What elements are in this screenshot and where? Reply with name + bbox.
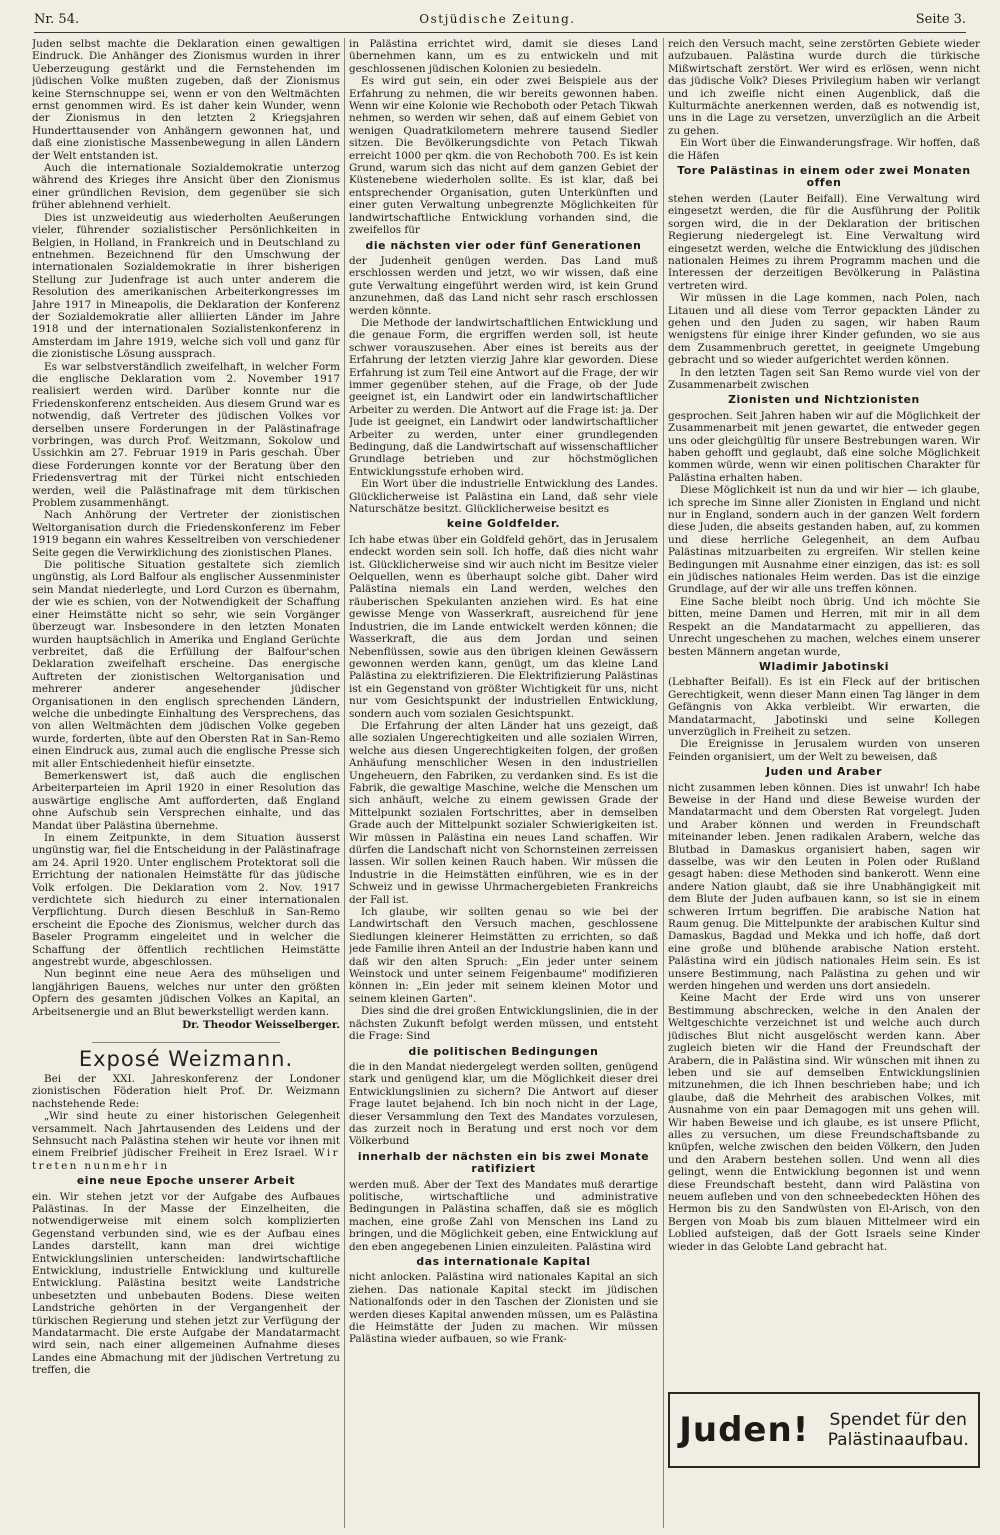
paragraph: In den letzten Tagen seit San Remo wurde viel von der Zusammenarbeit zwischen — [668, 366, 980, 391]
paragraph: reich den Versuch macht, seine zerstörten Gebiete wieder aufzubauen. Palästina wurde durch die türkische Mißwirtschaft zerstört. Wer wird es erlösen, wenn nicht das jüdische Volk? Dieses Privilegium haben wir verlangt und ich zweifle nicht einen Augenblick, daß die Kulturmächte anerkennen werden, daß es notwendig ist, uns in die Lage zu versetzen, unverzüglich an die Arbeit zu gehen. — [668, 38, 980, 137]
column-3 — [668, 38, 980, 1383]
ad-headline: Juden! — [679, 1410, 810, 1450]
paragraph: Ich habe etwas über ein Goldfeld gehört, das in Jerusalem endeckt worden sein soll. Ich hoffe, daß dies nicht wahr ist. Glücklicherweise sind wir auch nicht im Besitze vieler Oelquellen, wenn es überhaupt solche gibt. Daher wird Palästina niemals ein Land werden, welches den räuberischen Spekulanten anziehen wird. Es hat eine gewisse Menge von Wasserkraft, ausreichend für jene Industrien, die im Lande entwickelt werden können; die Wasserkraft, die aus dem Jordan und seinen Nebenflüssen, sowie aus den übrigen kleinen Gewässern gewonnen werden kann, genügt, um das kleine Land Palästina zu elektrifizieren. Die Elektrifizierung Palästinas ist ein Gegenstand von größter Wichtigkeit für uns, nicht nur vom Gesichtspunkt der industriellen Entwicklung, sondern auch vom sozialen Gesichtspunkt. — [349, 533, 658, 720]
subheading: eine neue Epoche unserer Arbeit — [76, 1174, 296, 1188]
paragraph: (Lebhafter Beifall). Es ist ein Fleck auf der britischen Gerechtigkeit, wenn dieser Mann einen Tag länger in dem Gefängnis von Akka verbleibt. Wir erwarten, die Mandatarmacht, Jabotinski und seine Kollegen unverzüglich in Freiheit zu setzen. — [668, 676, 980, 738]
quote-text: „Wir sind heute zu einer historischen Gelegenheit versammelt. Nach Jahrtausenden des Leidens und der Sehnsucht nach Palästina stehen wir heute vor ihnen mit einem Freibrief jüdischer Freiheit in Erez Israel. — [32, 1110, 340, 1160]
subheading: innerhalb der nächsten ein bis zwei Monate ratifiziert — [357, 1149, 650, 1176]
issue-number: Nr. 54. — [34, 11, 80, 27]
donation-advertisement — [668, 1392, 980, 1468]
paragraph: ein. Wir stehen jetzt vor der Aufgabe des Aufbaues Palästinas. In der Masse der Einzelheiten, die notwendigerweise mit einem solch komplizierten Gegenstand verbunden sind, wie es der Aufbau eines Landes darstellt, kann man drei wichtige Entwicklungslinien unterscheiden: landwirtschaftliche Entwicklung, industrielle Entwicklung und kulturelle Entwicklung. Palästina besitzt weite Landstriche unbesetzten und unbebauten Bodens. Diese weiten Landstriche gehörten in der Vergangenheit der türkischen Regierung und stehen jetzt zur Verfügung der Mandatarmacht. Die erste Aufgabe der Mandatarmacht wird sein, nach einer allgemeinen Aufnahme dieses Landes eine Abmachung mit der jüdischen Vertretung zu treffen, die — [32, 1190, 340, 1377]
column-rule-2 — [663, 38, 664, 1528]
paragraph: Bemerkenswert ist, daß auch die englischen Arbeiterparteien im April 1920 in einer Resolution das auswärtige englische Amt aufforderten, daß England ohne Aufschub sein Versprechen einhalte, und das Mandat über Palästina übernehme. — [32, 769, 340, 832]
paragraph: Es war selbstverständlich zweifelhaft, in welcher Form die englische Deklaration vom 2. November 1917 realisiert werden wird. Darüber konnte nur die Friedenskonferenz entscheiden. Aus diesem Grund war es notwendig, daß Vertreter des jüdischen Volkes vor derselben unsere Forderungen in der Palästinafrage vorbringen, was durch Prof. Weitzmann, Sokolow und Ussichkin am 27. Februar 1919 in Paris geschah. Über diese Forderungen konnte vor der Beratung über den Friedensvertrag mit der Türkei nicht entschieden werden, weil die Palästinafrage mit dem türkischen Problem zusammenhängt. — [32, 360, 340, 510]
subheading: keine Goldfelder. — [446, 517, 561, 531]
subheading: Tore Palästinas in einem oder zwei Monaten offen — [677, 164, 971, 190]
paragraph: Die politische Situation gestaltete sich ziemlich ungünstig, als Lord Balfour als englischer Aussenminister sein Mandat niederlegte, und Lord Curzon es übernahm, der wie es schien, von der Notwendigkeit der Schaffung einer Heimstätte nicht so sehr, wie sein Vorgänger überzeugt war. Insbesondere in den letzten Monaten wurden hauptsächlich in Amerika und England Gerüchte verbreitet, daß die Erfüllung der Balfour'schen Deklaration zweifelhaft erscheine. Das energische Auftreten der zionistischen Weltorganisation und mehrerer anderer angesehender jüdischer Organisationen in den englisch sprechenden Ländern, welche die unbedingte Einhaltung des Versprechens, das von allen Weltmächten dem jüdischen Volke gegeben wurde, forderten, übte auf den Obersten Rat in San-Remo einen Eindruck aus, zumal auch die englische Presse sich mit aller Entschiedenheit hiefür einsetzte. — [32, 559, 340, 770]
ad-line-1: Spendet für den — [829, 1410, 967, 1430]
paragraph: Die Ereignisse in Jerusalem wurden von unseren Feinden organisiert, um der Welt zu beweisen, daß — [668, 738, 980, 763]
paragraph: Ein Wort über die industrielle Entwicklung des Landes. Glücklicherweise ist Palästina ein Land, daß sehr viele Naturschätze besitzt. Glücklicherweise besitzt es — [349, 478, 658, 516]
page-number: Seite 3. — [915, 11, 966, 27]
paragraph: nicht zusammen leben können. Dies ist unwahr! Ich habe Beweise in der Hand und diese Beweise wurden der Mandatarmacht und dem Obersten Rat vorgelegt. Juden und Araber können und werden in Freundschaft miteinander leben. Jenen radikalen Arabern, welche das Blutbad in Damaskus organisiert haben, sagen wir dasselbe, was wir den Leuten in Polen oder Rußland gesagt haben: diese Methoden sind bankerott. Wenn eine andere Nation glaubt, daß sie ihre Unabhängigkeit mit dem Blute der Juden aufbauen kann, so ist sie in einem schweren Irrtum begriffen. Die arabische Nation hat Raum genug. Die Mittelpunkte der arabischen Kultur sind Damaskus, Bagdad und Mekka und ich hoffe, daß dort eine große und blühende arabische Nation ersteht. Palästina wird ein jüdisch nationales Heim sein. Es ist unsere Bestimmung, nach Palästina zu gehen und wir werden hingehen und werden uns dort ansiedeln. — [668, 781, 980, 993]
subheading: Juden und Araber — [765, 765, 882, 779]
column-2 — [349, 38, 658, 1528]
paragraph: der Judenheit genügen werden. Das Land muß erschlossen werden und jetzt, wo wir wissen, daß eine gute Verwaltung eingeführt werden wird, ist kein Grund anzunehmen, daß das Land nicht sehr rasch erschlossen werden könnte. — [349, 254, 658, 317]
paragraph: Nach Anhörung der Vertreter der zionistischen Weltorganisation durch die Friedenskonferenz im Feber 1919 begann ein wahres Kesseltreiben von verschiedener Seite gegen die Verwirklichung des zionistischen Planes. — [32, 509, 340, 559]
paragraph: Diese Möglichkeit ist nun da und wir hier — ich glaube, ich spreche im Sinne aller Zionisten in England und nicht nur in England, sondern auch in der ganzen Welt fordern diese Juden, die abseits gestanden haben, auf, zu kommen und diese herrliche Gelegenheit, an dem Aufbau Palästinas mitzuarbeiten zu ergreifen. Wir stellen keine Bedingungen mit Ausnahme einer einzigen, das ist: es soll ein jüdisches nationales Heim werden. Das ist die einzige Grundlage, auf der wir alle uns treffen können. — [668, 484, 980, 596]
subheading: Zionisten und Nichtzionisten — [728, 393, 920, 407]
paragraph: Bei der XXI. Jahreskonferenz der Londoner zionistischen Föderation hielt Prof. Dr. Weizmann nachstehende Rede: — [32, 1072, 340, 1110]
subheading: Wladimir Jabotinski — [758, 659, 890, 673]
paragraph: In einem Zeitpunkte, in dem Situation äusserst ungünstig war, fiel die Entscheidung in der Palästinafrage am 24. April 1920. Unter englischem Protektorat soll die Errichtung der nationalen Heimstätte für das jüdische Volk erfolgen. Die Deklaration vom 2. Nov. 1917 verdichtete sich hiedurch zu einer internationalen Verpflichtung. Durch diesen Beschluß in San-Remo erscheint die Epoche des Zionismus, welcher durch das Baseler Programm eingeleitet und in welcher die Schaffung der öffentlich rechtlichen Heimstätte angestrebt wurde, abgeschlossen. — [32, 832, 340, 969]
paragraph: Die Erfahrung der alten Länder hat uns gezeigt, daß alle sozialen Ungerechtigkeiten und alle sozialen Wirren, welche aus diesen Ungerechtigkeiten folgen, der großen Anhäufung menschlicher Wesen in den industriellen Ungeheuern, den Fabriken, zu verdanken sind. Es ist die Fabrik, die gewaltige Maschine, welche die Menschen um sich anhäuft, welche zu einem gewissen Grade der Mittelpunkt sozialen Fortschrittes, aber in demselben Grade auch der Mittelpunkt sozialer Schwierigkeiten ist. Wir müssen in Palästina ein neues Land schaffen. Wir dürfen die Landschaft nicht von Schornsteinen zerreissen lassen. Wir sollen keinen Rauch haben. Wir müssen die Industrie in die Heimstätten einführen, wie es in der Schweiz und in gewisse Uhrmachergebieten Frankreichs der Fall ist. — [349, 719, 658, 906]
paragraph: Es wird gut sein, ein oder zwei Beispiele aus der Erfahrung zu nehmen, die wir bereits gewonnen haben. Wenn wir eine Kolonie wie Rechoboth oder Petach Tikwah nehmen, so werden wir sehen, daß auf einem Gebiet von wenigen Quadratkilometern mehrere tausend Siedler sitzen. Die Bevölkerungsdichte von Petach Tikwah erreicht 1000 per qkm. die von Rechoboth 700. Es ist kein Grund, warum sich das nicht auf dem ganzen Gebiet der Küstenebene wiederholen sollte. Es ist klar, daß bei entsprechender Organisation, guten Unterkünften und einer guten Verwaltung unbegrenzte Möglichkeiten für landwirtschaftliche Entwicklung vorhanden sind, die zweifellos für — [349, 75, 658, 237]
paragraph: die in den Mandat niedergelegt werden sollten, genügend stark und genügend klar, um die Möglichkeit dieser drei Entwicklungslinien zu sichern? Die Antwort auf dieser Frage lautet bejahend. Ich bin noch nicht in der Lage, dieser Versammlung den Text des Mandates vorzulesen, das zurzeit noch in Beratung und erst noch vor dem Völkerbund — [349, 1060, 658, 1148]
page-header — [34, 6, 966, 33]
paragraph: Die Methode der landwirtschaftlichen Entwicklung und die genaue Form, die ergriffen werden soll, ist heute schwer vorauszusehen. Aber eines ist bereits aus der Erfahrung der letzten vierzig Jahre klar geworden. Diese Erfahrung ist zum Teil eine Antwort auf die Frage, der wir immer gegenüber stehen, auf die Frage, ob der Jude geeignet ist, ein Landwirt oder ein landwirtschaftlicher Arbeiter zu werden. Die Antwort auf die Frage ist: ja. Der Jude ist geeignet, ein Landwirt oder landwirtschaftlicher Arbeiter zu werden, unter einer grundlegenden Bedingung, daß die Landwirtschaft auf wissenschaftlicher Grundlage betrieben und zur höchstmöglichen Entwicklungsstufe erhoben wird. — [349, 316, 658, 478]
paragraph: gesprochen. Seit Jahren haben wir auf die Möglichkeit der Zusammenarbeit mit jenen gewartet, die entweder gegen uns oder gleichgültig für unsere Bestrebungen waren. Wir haben gehofft und geglaubt, daß eine solche Möglichkeit kommen würde, wenn wir einen politischen Charakter für Palästina erhalten haben. — [668, 409, 980, 484]
article-separator — [92, 1042, 280, 1043]
paragraph: Dies ist unzweideutig aus wiederholten Aeußerungen vieler, führender sozialistischer Persönlichkeiten in Belgien, in Holland, in Frankreich und in Deutschland zu entnehmen. Bezeichnend für den Umschwung der internationalen Sozialdemokratie in ihrer bisherigen Stellung zur Judenfrage ist auch unter anderem die Resolution des amerikanischen Arbeiterkongresses im Jahre 1917 in Mineapolis, die Deklaration der Konferenz der Sozialdemokratie aller alliierten Länder im Jahre 1918 und der internationalen Sozialistenkonferenz in Amsterdam im Jahre 1919, welche sich voll und ganz für die zionistische Lösung aussprach. — [32, 211, 340, 361]
spaced-text: Wir treten nunmehr in — [32, 1147, 340, 1172]
ad-line-2: Palästinaaufbau. — [827, 1430, 969, 1450]
paragraph: werden muß. Aber der Text des Mandates muß derartige politische, wirtschaftliche und administrative Bedingungen in Palästina schaffen, daß sie es möglich machen, eine große Zahl von Menschen ins Land zu bringen, und die Möglichkeit geben, eine Entwicklung auf den eben angegebenen Linien einzuleiten. Palästina wird — [349, 1178, 658, 1253]
paragraph: Ein Wort über die Einwanderungsfrage. Wir hoffen, daß die Häfen — [668, 137, 980, 162]
paragraph: Nun beginnt eine neue Aera des mühseligen und langjährigen Bauens, welches nur unter den größten Opfern des gesamten jüdischen Volkes an Kapital, an Arbeitsenergie und an Blut bewerkstelligt werden kann. — [32, 968, 340, 1018]
paragraph: Keine Macht der Erde wird uns von unserer Bestimmung abschrecken, welche in den Analen der Weltgeschichte verzeichnet ist und welche auch durch jüdisches Blut nicht ausgelöscht werden kann. Aber zugleich bieten wir die Hand der Freundschaft der Arabern, die in Palästina sind. Wir wünschen mit ihnen zu leben und sie auf demselben Entwicklungslinien mitzunehmen, die ich Ihnen beschrieben habe; und ich glaube, daß die Mehrheit des arabischen Volkes, mit Ausnahme von ein paar Demagogen mit uns gehen will. Wir haben Beweise und ich glaube, es ist unsere Pflicht, alles zu versuchen, um diese Freundschaftsbande zu knüpfen, welche zwischen den beiden Völkern, den Juden und den Arabern bestehen sollen. Und wenn all dies gelingt, wenn die Entwicklung begonnen ist und wenn diese Freundschaft besteht, dann wird Palästina von neuem aufleben und von den schneebedeckten Höhen des Hermon bis zu den Sandwüsten von El-Arisch, von den Bergen von Moab bis zum blauen Mittelmeer wird ein Loblied aufsteigen, daß der Gott Israels seine Kinder wieder in das Gelobte Land gebracht hat. — [668, 992, 980, 1253]
article-title: Exposé Weizmann. — [78, 1046, 294, 1071]
paragraph: Juden selbst machte die Deklaration einen gewaltigen Eindruck. Die Anhänger des Zionismus wurden in ihrer Ueberzeugung gestärkt und die Fernstehenden im jüdischen Volke mußten zugeben, daß der Zionismus keine Sternschnuppe sei, wenn er von den Weltmächten ernst genommen wird. Es ist daher kein Wunder, wenn der Zionismus in den letzten 2 Kriegsjahren Hunderttausender von Anhängern gewonnen hat, und daß eine zionistische Massenbewegung in allen Ländern der Welt entstanden ist. — [32, 38, 340, 162]
column-rule-1 — [344, 38, 345, 1528]
paragraph: Dies sind die drei großen Entwicklungslinien, die in der nächsten Zukunft befolgt werden müssen, und entsteht die Frage: Sind — [349, 1005, 658, 1043]
subheading: die nächsten vier oder fünf Generationen — [365, 238, 642, 252]
paragraph — [32, 1110, 340, 1172]
subheading: die politischen Bedingungen — [408, 1044, 599, 1058]
column-1 — [32, 38, 340, 1528]
subheading: das internationale Kapital — [416, 1255, 591, 1268]
newspaper-title: Ostjüdische Zeitung. — [419, 12, 576, 26]
paragraph: Wir müssen in die Lage kommen, nach Polen, nach Litauen und all diese vom Terror gepackten Länder zu gehen und den Juden zu sagen, wir haben Raum wenigstens für einige ihrer Kinder gefunden, wo sie aus dem Zusammenbruch gerettet, in geeignete Umgebung gebracht und so wieder aufgerichtet werden können. — [668, 292, 980, 367]
paragraph: Eine Sache bleibt noch übrig. Und ich möchte Sie bitten, meine Damen und Herren, mit mir in all dem Respekt an die Mandatarmacht zu appellieren, das Unrecht ungeschehen zu machen, welches einem unserer besten Männern angetan wurde, — [668, 595, 980, 658]
paragraph: in Palästina errichtet wird, damit sie dieses Land übernehmen kann, um es zu entwickeln und mit geschlossenen jüdischen Kolonien zu besiedeln. — [349, 38, 658, 75]
paragraph: nicht anlocken. Palästina wird nationales Kapital an sich ziehen. Das nationale Kapital steckt im jüdischen Nationalfonds oder in den Taschen der Zionisten und sie werden dieses Kapital anwenden müssen, um es Palästina die Heimstätte der Juden zu machen. Wir müssen Palästina wieder aufbauen, so wie Frank- — [349, 1271, 658, 1346]
ad-text — [828, 1410, 969, 1450]
author-signature: Dr. Theodor Weisselberger. — [182, 1019, 340, 1032]
paragraph: Auch die internationale Sozialdemokratie unterzog während des Krieges ihre Ansicht über den Zionismus einer gründlichen Revision, dem gegenüber sie sich früher ablehnend verhielt. — [32, 162, 340, 212]
paragraph: stehen werden (Lauter Beifall). Eine Verwaltung wird eingesetzt werden, die für die Ausführung der Politik sorgen wird, die in der Deklaration der britischen Regierung niedergelegt ist. Eine Verwaltung wird eingesetzt werden, welche die Entwicklung des jüdischen nationalen Heimes zu ihrem Programm machen und die Interessen der derzeitigen Bevölkerung in Palästina vertreten wird. — [668, 192, 980, 292]
paragraph: Ich glaube, wir sollten genau so wie bei der Landwirtschaft den Versuch machen, geschlossene Siedlungen kleinerer Heimstätten zu errichten, so daß jede Familie ihren Anteil an der Industrie haben kann und daß wir den alten Spruch: „Ein jeder unter seinem Weinstock und unter seinem Feigenbaume" modifizieren können in: „Ein jeder mit seinem kleinen Motor und seinem kleinen Garten". — [349, 906, 658, 1005]
